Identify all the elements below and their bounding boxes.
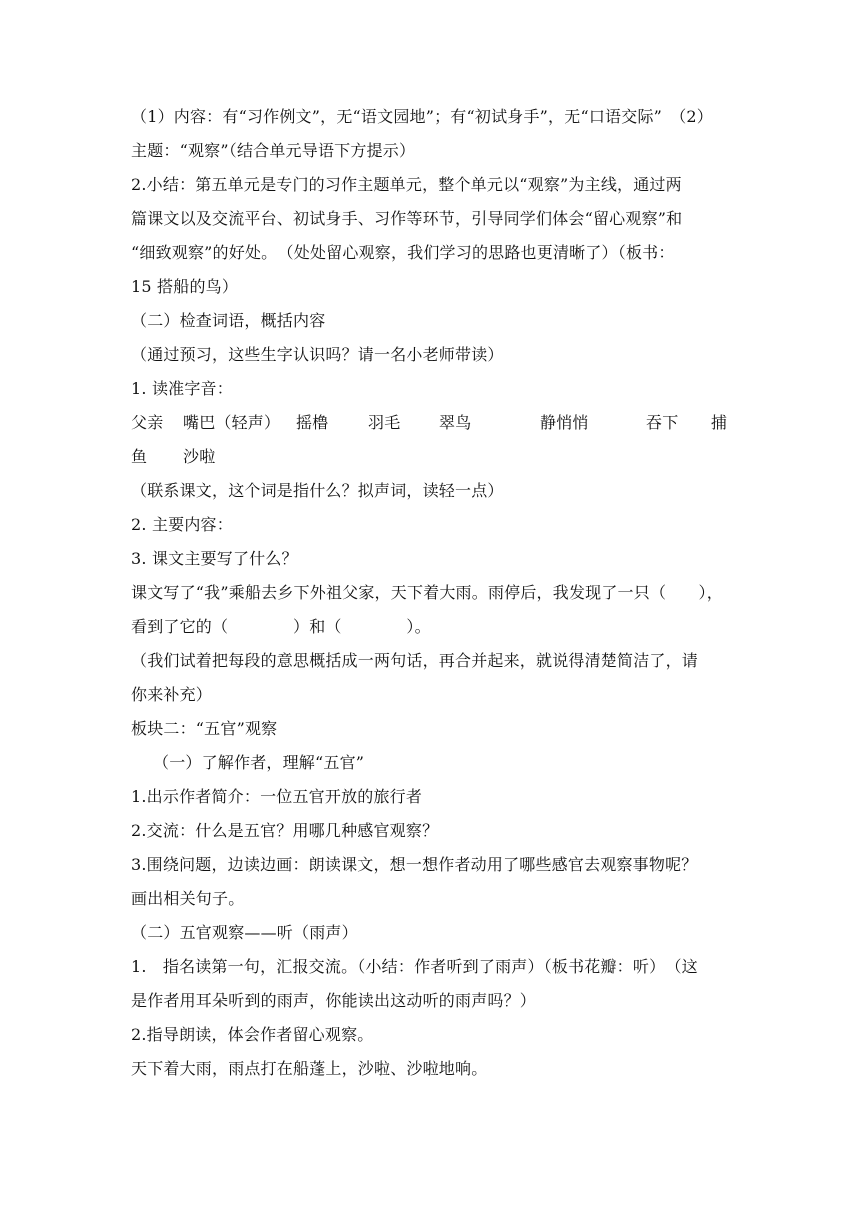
paragraph-line: 篇课文以及交流平台、初试身手、习作等环节，引导同学们体会“留心观察”和 [131, 209, 683, 228]
subsection-heading: （一）了解作者，理解“五官” [153, 753, 365, 772]
paragraph-line: （1）内容：有“习作例文”，无“语文园地”；有“初试身手”，无“口语交际” （2） [131, 107, 713, 126]
vocab-word: 捕 [711, 413, 728, 432]
vocabulary-line [131, 406, 737, 440]
paragraph-line: 3.围绕问题，边读边画：朗读课文，想一想作者动用了哪些感官去观察事物呢？ [131, 855, 698, 874]
vocab-word: 父亲 [131, 413, 164, 432]
paragraph-line: （通过预习，这些生字认识吗？请一名小老师带读） [131, 345, 504, 364]
vocab-word: 静悄悄 [540, 413, 589, 432]
paragraph-line: 3. 课文主要写了什么？ [131, 549, 298, 568]
vocab-word: 翠鸟 [439, 413, 472, 432]
paragraph-line: 是作者用耳朵听到的雨声，你能读出这动听的雨声吗？） [131, 991, 537, 1010]
paragraph-line: 天下着大雨，雨点打在船蓬上，沙啦、沙啦地响。 [131, 1059, 488, 1078]
lesson-plan-text [131, 100, 737, 1086]
vocab-word: 摇橹 [296, 413, 329, 432]
paragraph-line: 1.出示作者简介：一位五官开放的旅行者 [131, 787, 423, 806]
vocab-word: 吞下 [646, 413, 679, 432]
paragraph-line: “细致观察”的好处。 （处处留心观察，我们学习的思路也更清晰了）（板书： [131, 243, 675, 262]
paragraph-line: 1. 读准字音： [131, 379, 233, 398]
paragraph-line: （我们试着把每段的意思概括成一两句话，再合并起来，就说得清楚简洁了，请 [131, 651, 699, 670]
paragraph-line: 2.小结：第五单元是专门的习作主题单元，整个单元以“观察”为主线，通过两 [131, 175, 682, 194]
paragraph-line: 画出相关句子。 [131, 889, 245, 908]
vocab-word: 鱼 [131, 447, 148, 466]
section-heading: （二）检查词语，概括内容 [131, 311, 326, 330]
paragraph-line: 课文写了“我”乘船去乡下外祖父家，天下着大雨。雨停后，我发现了一只（ ）， [131, 583, 723, 602]
paragraph-line: （联系课文，这个词是指什么？拟声词，读轻一点） [131, 481, 504, 500]
paragraph-line: 2.交流：什么是五官？用哪几种感官观察？ [131, 821, 439, 840]
paragraph-line: 2. 主要内容： [131, 515, 233, 534]
vocab-word: 沙啦 [183, 447, 216, 466]
paragraph-line: 你来补充） [131, 685, 213, 704]
paragraph-line: 看到了它的（ ）和（ ）。 [131, 617, 431, 636]
vocabulary-line [131, 440, 737, 474]
paragraph-line: 主题：“观察”（结合单元导语下方提示） [131, 141, 416, 160]
paragraph-line: 1. 指名读第一句，汇报交流。（小结：作者听到了雨声）（板书花瓣：听） （这 [131, 957, 698, 976]
paragraph-line: 2.指导朗读，体会作者留心观察。 [131, 1025, 374, 1044]
subsection-heading: （二）五官观察——听（雨声） [131, 923, 358, 942]
section-heading: 板块二：“五官”观察 [131, 719, 278, 738]
paragraph-line: 15 搭船的鸟） [131, 277, 239, 296]
vocab-word: 嘴巴（轻声） [183, 413, 281, 432]
vocab-word: 羽毛 [368, 413, 401, 432]
